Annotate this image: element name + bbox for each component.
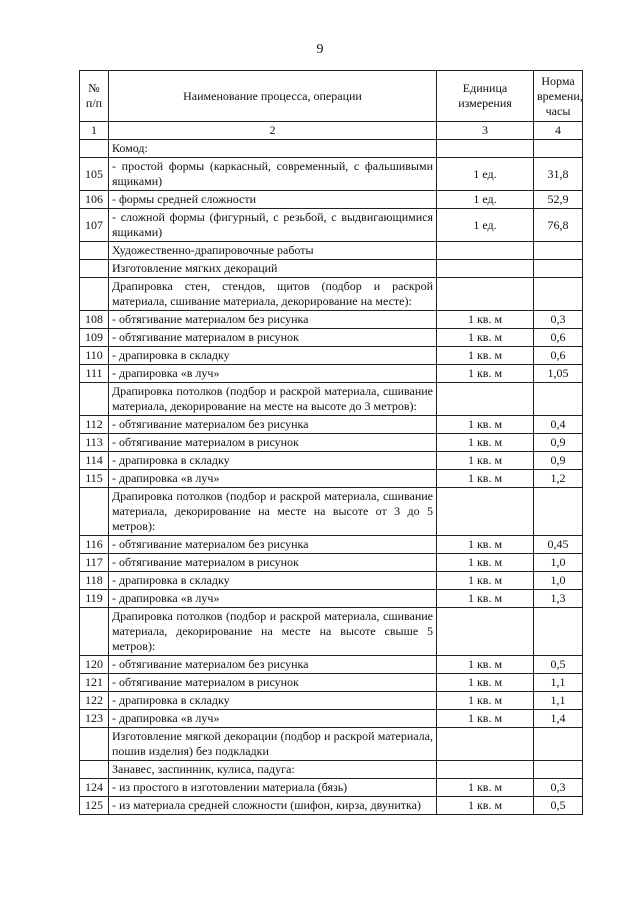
row-unit: 1 кв. м <box>437 674 534 692</box>
row-unit: 1 ед. <box>437 158 534 191</box>
row-norm: 0,5 <box>534 656 583 674</box>
column-index: 2 <box>109 122 437 140</box>
row-unit: 1 кв. м <box>437 692 534 710</box>
row-name: - драпировка «в луч» <box>109 470 437 488</box>
row-norm: 0,6 <box>534 347 583 365</box>
row-unit: 1 ед. <box>437 191 534 209</box>
row-norm: 0,3 <box>534 779 583 797</box>
row-name: Занавес, заспинник, кулиса, падуга: <box>109 761 437 779</box>
table-row <box>80 608 583 656</box>
row-norm: 0,6 <box>534 329 583 347</box>
row-norm <box>534 728 583 761</box>
row-norm: 1,4 <box>534 710 583 728</box>
row-norm <box>534 761 583 779</box>
table-row <box>80 278 583 311</box>
table-header-row <box>80 71 583 122</box>
row-name: - сложной формы (фигурный, с резьбой, с выдвигающимися ящиками) <box>109 209 437 242</box>
table-row <box>80 347 583 365</box>
row-number: 125 <box>80 797 109 815</box>
row-unit <box>437 140 534 158</box>
row-unit: 1 кв. м <box>437 572 534 590</box>
row-name: - драпировка в складку <box>109 347 437 365</box>
row-norm <box>534 242 583 260</box>
row-number: 109 <box>80 329 109 347</box>
row-number: 118 <box>80 572 109 590</box>
row-number: 121 <box>80 674 109 692</box>
row-number: 119 <box>80 590 109 608</box>
row-norm <box>534 140 583 158</box>
table-row <box>80 536 583 554</box>
row-number <box>80 278 109 311</box>
row-name: Изготовление мягкой декорации (подбор и раскрой материала, пошив изделия) без подкладки <box>109 728 437 761</box>
row-norm <box>534 278 583 311</box>
row-norm: 52,9 <box>534 191 583 209</box>
row-name: Драпировка стен, стендов, щитов (подбор и раскрой материала, сшивание материала, декорирование на месте): <box>109 278 437 311</box>
row-norm <box>534 488 583 536</box>
row-unit: 1 кв. м <box>437 347 534 365</box>
row-name: - обтягивание материалом в рисунок <box>109 554 437 572</box>
row-unit: 1 кв. м <box>437 710 534 728</box>
row-norm: 1,2 <box>534 470 583 488</box>
row-unit: 1 ед. <box>437 209 534 242</box>
table-row <box>80 656 583 674</box>
table-row <box>80 572 583 590</box>
row-name: - простой формы (каркасный, современный, с фальшивыми ящиками) <box>109 158 437 191</box>
header-num: № п/п <box>80 71 109 122</box>
row-norm <box>534 608 583 656</box>
row-norm: 0,45 <box>534 536 583 554</box>
table-row <box>80 674 583 692</box>
row-norm: 1,05 <box>534 365 583 383</box>
row-unit <box>437 488 534 536</box>
row-name: Драпировка потолков (подбор и раскрой материала, сшивание материала, декорирование на месте на высоте до 3 метров): <box>109 383 437 416</box>
table-row <box>80 692 583 710</box>
row-unit: 1 кв. м <box>437 554 534 572</box>
row-number: 114 <box>80 452 109 470</box>
row-number: 124 <box>80 779 109 797</box>
row-name: - обтягивание материалом в рисунок <box>109 674 437 692</box>
row-unit <box>437 278 534 311</box>
row-unit: 1 кв. м <box>437 779 534 797</box>
row-unit <box>437 242 534 260</box>
row-unit: 1 кв. м <box>437 470 534 488</box>
header-unit: Единица измерения <box>437 71 534 122</box>
table-row <box>80 158 583 191</box>
table-row <box>80 779 583 797</box>
row-name: - формы средней сложности <box>109 191 437 209</box>
row-name: - обтягивание материалом без рисунка <box>109 536 437 554</box>
row-number: 115 <box>80 470 109 488</box>
row-name: - драпировка в складку <box>109 692 437 710</box>
row-norm: 1,1 <box>534 674 583 692</box>
row-unit: 1 кв. м <box>437 797 534 815</box>
row-unit <box>437 761 534 779</box>
row-unit <box>437 383 534 416</box>
row-number: 123 <box>80 710 109 728</box>
row-name: - драпировка «в луч» <box>109 590 437 608</box>
row-unit: 1 кв. м <box>437 365 534 383</box>
table-row <box>80 761 583 779</box>
row-norm: 1,3 <box>534 590 583 608</box>
table-row <box>80 242 583 260</box>
row-name: Драпировка потолков (подбор и раскрой материала, сшивание материала, декорирование на месте на высоте свыше 5 метров): <box>109 608 437 656</box>
row-norm: 1,0 <box>534 554 583 572</box>
row-number <box>80 761 109 779</box>
column-index: 4 <box>534 122 583 140</box>
row-norm: 31,8 <box>534 158 583 191</box>
row-number: 117 <box>80 554 109 572</box>
row-name: - драпировка «в луч» <box>109 710 437 728</box>
row-name: - из материала средней сложности (шифон, кирза, двунитка) <box>109 797 437 815</box>
row-norm <box>534 260 583 278</box>
table-row <box>80 209 583 242</box>
row-name: Художественно-драпировочные работы <box>109 242 437 260</box>
row-norm: 0,9 <box>534 452 583 470</box>
header-norm: Норма времени, часы <box>534 71 583 122</box>
table-row <box>80 191 583 209</box>
row-number: 116 <box>80 536 109 554</box>
row-number <box>80 488 109 536</box>
table-row <box>80 365 583 383</box>
column-index: 3 <box>437 122 534 140</box>
row-unit <box>437 608 534 656</box>
table-row <box>80 554 583 572</box>
row-norm: 0,9 <box>534 434 583 452</box>
column-index: 1 <box>80 122 109 140</box>
table-row <box>80 311 583 329</box>
table-row <box>80 488 583 536</box>
row-unit: 1 кв. м <box>437 434 534 452</box>
row-unit <box>437 260 534 278</box>
row-number: 113 <box>80 434 109 452</box>
table-row <box>80 329 583 347</box>
row-name: - обтягивание материалом без рисунка <box>109 656 437 674</box>
row-unit: 1 кв. м <box>437 416 534 434</box>
row-norm: 0,3 <box>534 311 583 329</box>
row-name: Драпировка потолков (подбор и раскрой материала, сшивание материала, декорирование на месте на высоте от 3 до 5 метров): <box>109 488 437 536</box>
table-row <box>80 452 583 470</box>
row-unit: 1 кв. м <box>437 656 534 674</box>
row-unit: 1 кв. м <box>437 590 534 608</box>
row-norm <box>534 383 583 416</box>
page-number: 9 <box>316 42 324 57</box>
row-norm: 0,4 <box>534 416 583 434</box>
row-unit: 1 кв. м <box>437 329 534 347</box>
row-number: 105 <box>80 158 109 191</box>
row-name: - обтягивание материалом без рисунка <box>109 311 437 329</box>
row-name: - обтягивание материалом без рисунка <box>109 416 437 434</box>
table-row <box>80 434 583 452</box>
table-row <box>80 260 583 278</box>
row-number <box>80 383 109 416</box>
table-row <box>80 470 583 488</box>
row-name: - из простого в изготовлении материала (бязь) <box>109 779 437 797</box>
row-norm: 1,1 <box>534 692 583 710</box>
row-unit: 1 кв. м <box>437 536 534 554</box>
row-number: 112 <box>80 416 109 434</box>
norms-table <box>79 70 583 815</box>
row-number: 111 <box>80 365 109 383</box>
row-number: 107 <box>80 209 109 242</box>
row-name: - обтягивание материалом в рисунок <box>109 329 437 347</box>
row-norm: 1,0 <box>534 572 583 590</box>
row-number: 110 <box>80 347 109 365</box>
column-index-row <box>80 122 583 140</box>
row-name: - обтягивание материалом в рисунок <box>109 434 437 452</box>
row-name: Комод: <box>109 140 437 158</box>
row-unit <box>437 728 534 761</box>
row-norm: 76,8 <box>534 209 583 242</box>
table-row <box>80 797 583 815</box>
row-number <box>80 608 109 656</box>
table-row <box>80 728 583 761</box>
table-row <box>80 140 583 158</box>
row-norm: 0,5 <box>534 797 583 815</box>
header-name: Наименование процесса, операции <box>109 71 437 122</box>
row-number <box>80 140 109 158</box>
row-number: 108 <box>80 311 109 329</box>
row-name: Изготовление мягких декораций <box>109 260 437 278</box>
row-number: 122 <box>80 692 109 710</box>
row-name: - драпировка в складку <box>109 452 437 470</box>
row-number: 106 <box>80 191 109 209</box>
row-number <box>80 242 109 260</box>
row-number: 120 <box>80 656 109 674</box>
row-number <box>80 728 109 761</box>
table-row <box>80 416 583 434</box>
row-unit: 1 кв. м <box>437 452 534 470</box>
table-row <box>80 383 583 416</box>
row-number <box>80 260 109 278</box>
row-name: - драпировка в складку <box>109 572 437 590</box>
table-row <box>80 590 583 608</box>
table-row <box>80 710 583 728</box>
row-unit: 1 кв. м <box>437 311 534 329</box>
row-name: - драпировка «в луч» <box>109 365 437 383</box>
